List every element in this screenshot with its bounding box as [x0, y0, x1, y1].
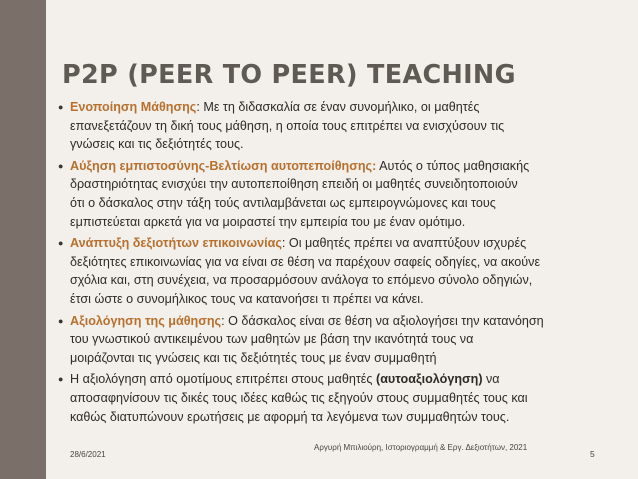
bullet-text — [70, 370, 616, 426]
bullet-text — [70, 157, 616, 231]
bullet-assessment — [56, 312, 616, 368]
bullet-heading: Αύξηση εμπιστοσύνης-Βελτίωση αυτοπεποίθησης: — [70, 158, 377, 173]
bullet-peer-assessment — [56, 370, 616, 426]
left-accent-bar — [0, 0, 46, 479]
bullet-text — [70, 312, 616, 368]
bullet-heading: Ανάπτυξη δεξιοτήτων επικοινωνίας — [70, 236, 282, 251]
page-number: 5 — [590, 449, 595, 459]
bullet-line: μοιράζονται τις γνώσεις και τις δεξιότητές τους με έναν συμμαθητή — [70, 350, 437, 365]
bullet-text — [70, 98, 616, 154]
footer-date: 28/6/2021 — [70, 450, 106, 459]
bullet-line: : Ο δάσκαλος είναι σε θέση να αξιολογήσει την κατανόηση — [221, 313, 544, 328]
bullet-line: δεξιότητες επικοινωνίας για να είναι σε θέση να παρέχουν σαφείς οδηγίες, να ακούνε — [70, 254, 541, 269]
bullet-line: Η αξιολόγηση από ομοτίμους επιτρέπει στους μαθητές — [70, 372, 376, 387]
bullet-line: ότι ο δάσκαλος στην τάξη τούς αντιλαμβάνεται ως εμπειρογνώμονες και τους — [70, 195, 496, 210]
bullet-consolidation — [56, 98, 616, 154]
bullet-confidence — [56, 157, 616, 231]
bullet-marker: ● — [58, 238, 64, 249]
bullet-line: Αυτός ο τύπος μαθησιακής — [376, 158, 530, 173]
bullet-line: εμπιστεύεται αρκετά για να μοιραστεί την εμπειρία του με έναν ομότιμο. — [70, 214, 466, 229]
bullet-line: γνώσεις και τις δεξιότητές τους. — [70, 137, 244, 152]
bullet-text — [70, 234, 616, 308]
bullet-marker: ● — [58, 374, 64, 385]
bullet-line: δραστηριότητας ενισχύει την αυτοπεποίθηση επειδή οι μαθητές συνειδητοποιούν — [70, 177, 518, 192]
slide-title: P2P (PEER TO PEER) TEACHING — [62, 60, 516, 90]
bullet-line: να — [482, 372, 500, 387]
bullet-line: : Με τη διδασκαλία σε έναν συνομήλικο, οι μαθητές — [196, 100, 480, 114]
bullet-line: αποσαφηνίσουν τις δικές τους ιδέες καθώς τις εξηγούν στους συμμαθητές τους και — [70, 390, 528, 405]
bullet-marker: ● — [58, 160, 64, 171]
footer-credit: Αργυρή Μπιλιούρη, Ιστοριογραμμή & Εργ. Δεξιοτήτων, 2021 — [314, 443, 528, 452]
bullet-line: : Οι μαθητές πρέπει να αναπτύξουν ισχυρές — [281, 236, 527, 251]
bullet-line: σχόλια και, στη συνέχεια, να προσαρμόσουν ανάλογα το επόμενο σύνολο οδηγιών, — [70, 273, 533, 288]
bullet-communication — [56, 234, 616, 308]
bullet-marker: ● — [58, 102, 64, 112]
self-assessment-term: (αυτοαξιολόγηση) — [376, 372, 483, 387]
bullet-marker: ● — [58, 315, 64, 326]
bullet-line: καθώς διατυπώνουν ερωτήσεις με αφορμή τα λεγόμενα των συμμαθητών τους. — [70, 409, 510, 424]
bullet-heading: Αξιολόγηση της μάθησης — [70, 313, 222, 328]
bullet-line: έτσι ώστε ο συνομήλικος τους να κατανοήσει τι πρέπει να κάνει. — [70, 291, 424, 306]
bullet-list — [56, 98, 616, 429]
bullet-line: επανεξετάζουν τη δική τους μάθηση, η οποία τους επιτρέπει να ενισχύσουν τις — [70, 118, 505, 133]
bullet-line: του γνωστικού αντικειμένου των μαθητών με βάση την ικανότητά τους να — [70, 332, 474, 347]
bullet-heading: Ενοποίηση Μάθησης — [70, 100, 197, 114]
